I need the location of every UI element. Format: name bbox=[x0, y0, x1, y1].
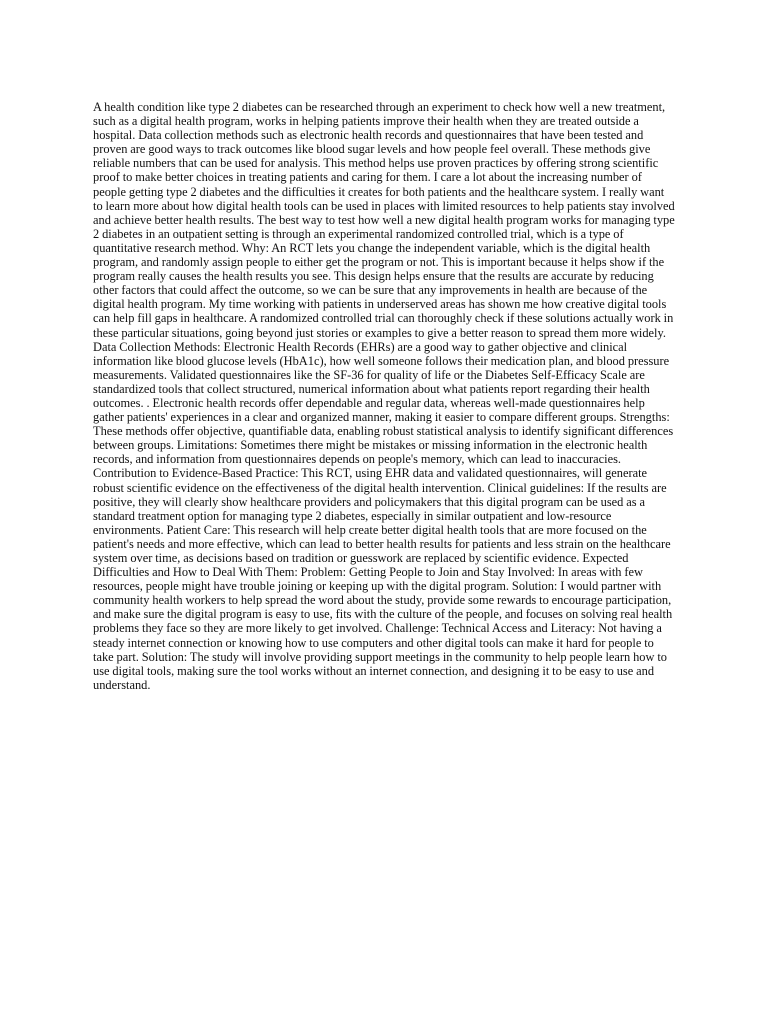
document-page bbox=[93, 100, 676, 692]
body-paragraph: A health condition like type 2 diabetes can be researched through an experiment to check how well a new treatment, such as a digital health program, works in helping patients improve their health when they are treated outside a hospital. Data collection methods such as electronic health records and questionnaires that have been tested and proven are good ways to track outcomes like blood sugar levels and how people feel overall. These methods give reliable numbers that can be used for analysis. This method helps use proven practices by offering strong scientific proof to make better choices in treating patients and caring for them. I care a lot about the increasing number of people getting type 2 diabetes and the difficulties it creates for both patients and the healthcare system. I really want to learn more about how digital health tools can be used in places with limited resources to help patients stay involved and achieve better health results. The best way to test how well a new digital health program works for managing type 2 diabetes in an outpatient setting is through an experimental randomized controlled trial, which is a type of quantitative research method. Why: An RCT lets you change the independent variable, which is the digital health program, and randomly assign people to either get the program or not. This is important because it helps show if the program really causes the health results you see. This design helps ensure that the results are accurate by reducing other factors that could affect the outcome, so we can be sure that any improvements in health are because of the digital health program. My time working with patients in underserved areas has shown me how creative digital tools can help fill gaps in healthcare. A randomized controlled trial can thoroughly check if these solutions actually work in these particular situations, going beyond just stories or examples to give a better reason to spread them more widely. Data Collection Methods: Electronic Health Records (EHRs) are a good way to gather objective and clinical information like blood glucose levels (HbA1c), how well someone follows their medication plan, and blood pressure measurements. Validated questionnaires like the SF-36 for quality of life or the Diabetes Self-Efficacy Scale are standardized tools that collect structured, numerical information about what patients report regarding their health outcomes. . Electronic health records offer dependable and regular data, whereas well-made questionnaires help gather patients' experiences in a clear and organized manner, making it easier to compare different groups. Strengths: These methods offer objective, quantifiable data, enabling robust statistical analysis to identify significant differences between groups. Limitations: Sometimes there might be mistakes or missing information in the electronic health records, and information from questionnaires depends on people's memory, which can lead to inaccuracies. Contribution to Evidence-Based Practice: This RCT, using EHR data and validated questionnaires, will generate robust scientific evidence on the effectiveness of the digital health intervention. Clinical guidelines: If the results are positive, they will clearly show healthcare providers and policymakers that this digital program can be used as a standard treatment option for managing type 2 diabetes, especially in similar outpatient and low-resource environments. Patient Care: This research will help create better digital health tools that are more focused on the patient's needs and more effective, which can lead to better health results for patients and less strain on the healthcare system over time, as decisions based on tradition or guesswork are replaced by scientific evidence. Expected Difficulties and How to Deal With Them: Problem: Getting People to Join and Stay Involved: In areas with few resources, people might have trouble joining or keeping up with the digital program. Solution: I would partner with community health workers to help spread the word about the study, provide some rewards to encourage participation, and make sure the digital program is easy to use, fits with the culture of the people, and focuses on solving real health problems they face so they are more likely to get involved. Challenge: Technical Access and Literacy: Not having a steady internet connection or knowing how to use computers and other digital tools can make it hard for people to take part. Solution: The study will involve providing support meetings in the community to help people learn how to use digital tools, making sure the tool works without an internet connection, and designing it to be easy to use and understand. bbox=[93, 100, 675, 692]
